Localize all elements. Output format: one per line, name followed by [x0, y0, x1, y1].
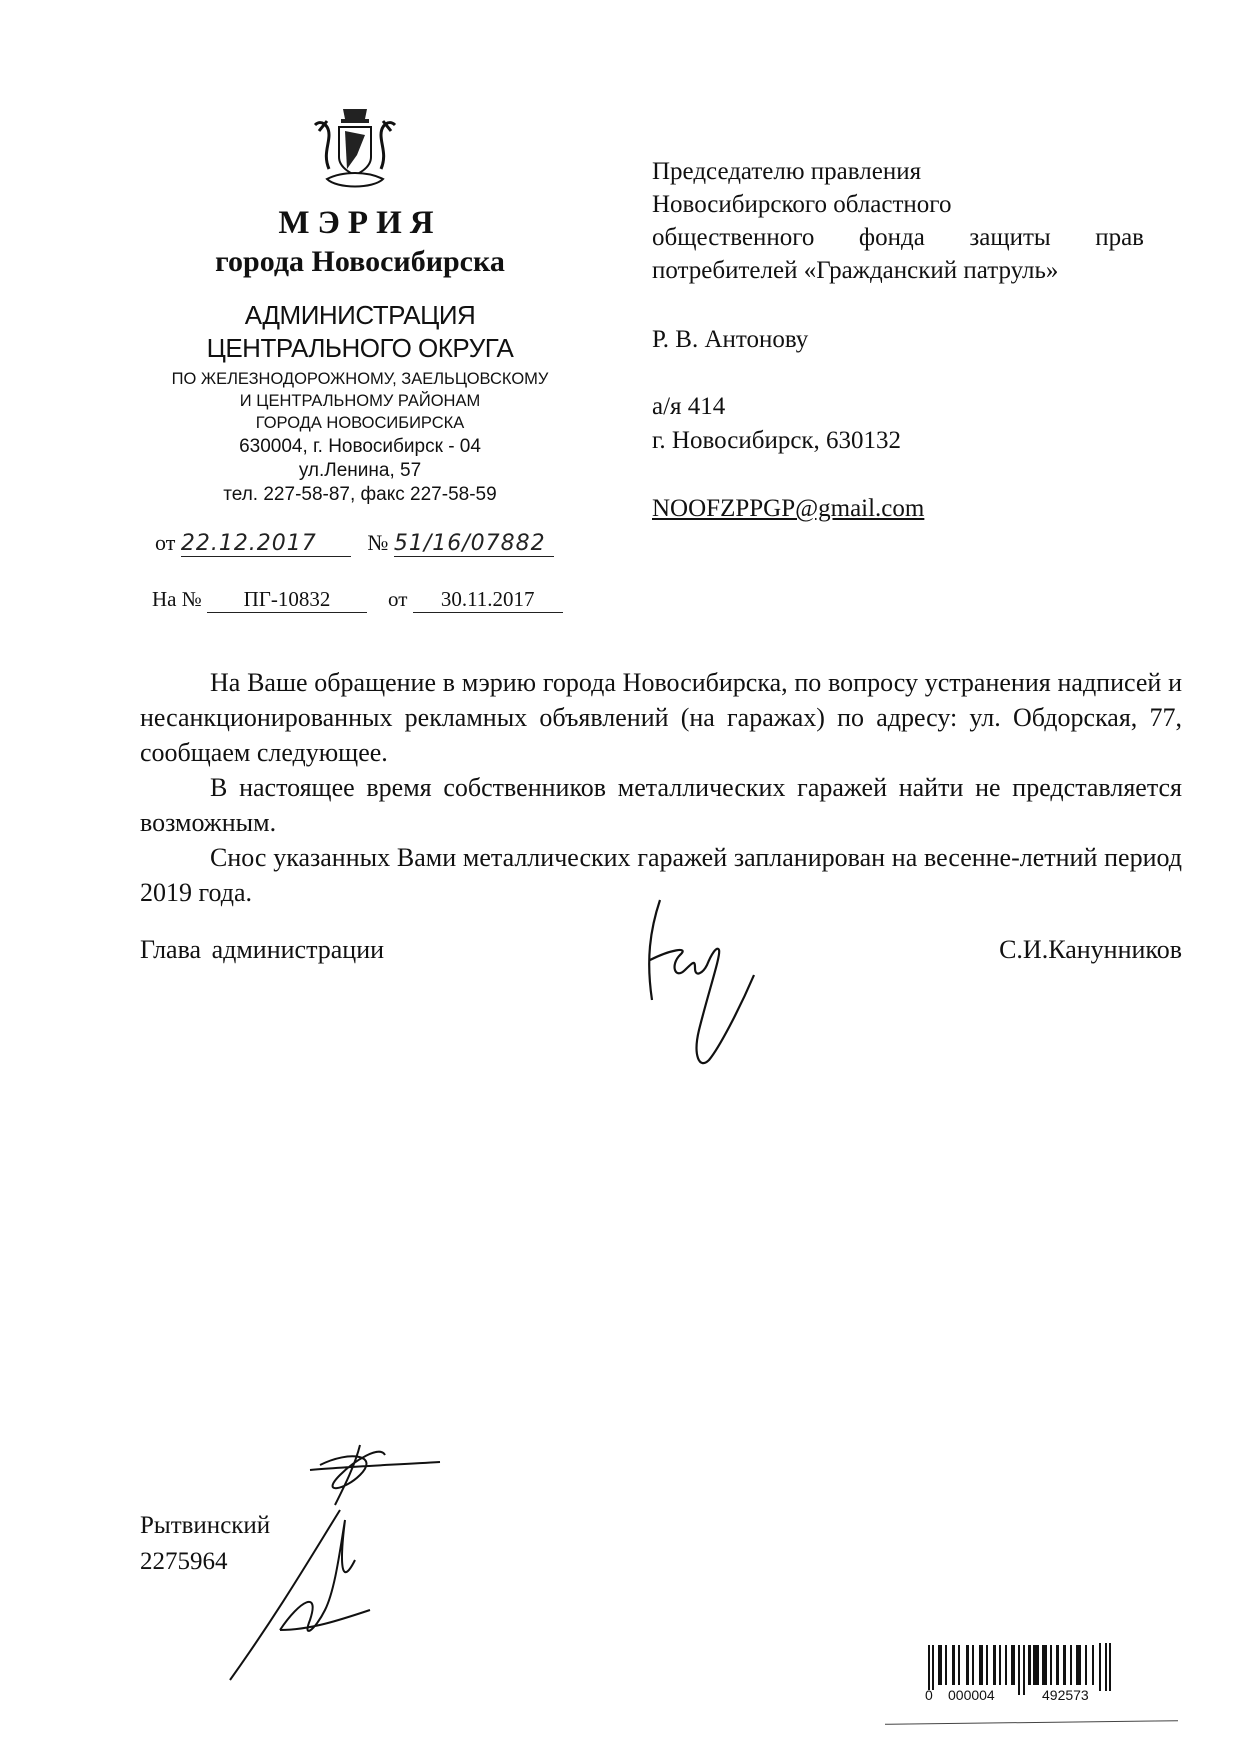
number-label: №: [367, 530, 389, 555]
barcode-digits-mid: 000004: [948, 1687, 995, 1703]
org-title: МЭРИЯ: [278, 205, 442, 241]
admin-line2: ЦЕНТРАЛЬНОГО ОКРУГА: [206, 333, 514, 363]
paragraph-1: На Ваше обращение в мэрию города Новосибирска, по вопросу устранения надписей и несанкционированных рекламных объявлений (на гаражах) по адресу: ул. Обдорская, 77, сообщаем следующее.: [140, 668, 1182, 767]
from-label: от: [155, 530, 176, 555]
paragraph-3: Снос указанных Вами металлических гаражей запланирован на весенне-летний период 2019 года.: [140, 843, 1182, 907]
bottom-rule: [885, 1720, 1178, 1725]
recipient-name: Р. В. Антонову: [652, 326, 809, 353]
phone-line: тел. 227-58-87, факс 227-58-59: [223, 484, 497, 505]
recipient-line4: потребителей «Гражданский патруль»: [652, 257, 1059, 284]
barcode-digits-right: 492573: [1042, 1687, 1089, 1703]
registration-row: [155, 530, 554, 557]
recipient-po-box: а/я 414: [652, 393, 726, 420]
ref-date: 30.11.2017: [413, 587, 563, 613]
recipient-line2: Новосибирского областного: [652, 191, 952, 218]
recipient-line1: Председателю правления: [652, 158, 922, 185]
executor-signature: [220, 1430, 470, 1700]
paragraph-2: В настоящее время собственников металлических гаражей найти не представляется возможным.: [140, 773, 1182, 837]
district-line1: ПО ЖЕЛЕЗНОДОРОЖНОМУ, ЗАЕЛЬЦОВСКОМУ: [171, 370, 549, 388]
ref-number: ПГ-10832: [207, 587, 367, 613]
handwritten-date: 22.12.2017: [181, 531, 351, 557]
head-signature: [620, 890, 780, 1090]
signatory-position: Глава администрации: [140, 935, 385, 964]
ref-from-label: от: [388, 587, 408, 611]
barcode-digits-left: 0: [925, 1687, 933, 1703]
recipient-city: г. Новосибирск, 630132: [652, 427, 902, 454]
address-line1: 630004, г. Новосибирск - 04: [239, 436, 481, 457]
signatory-name: С.И.Канунников: [999, 935, 1182, 964]
org-city: города Новосибирска: [215, 245, 505, 278]
recipient-line3: общественного фонда защиты прав: [652, 224, 1144, 251]
reference-row: [152, 587, 563, 613]
district-line3: ГОРОДА НОВОСИБИРСКА: [255, 414, 465, 432]
executor-phone: 2275964: [140, 1548, 228, 1575]
recipient-email[interactable]: NOOFZPPGP@gmail.com: [652, 495, 925, 522]
district-line2: И ЦЕНТРАЛЬНОМУ РАЙОНАМ: [239, 392, 481, 410]
letter-body: [140, 665, 1182, 910]
ref-label: На №: [152, 587, 202, 611]
address-line2: ул.Ленина, 57: [298, 460, 422, 481]
coat-of-arms-logo: [305, 105, 405, 195]
admin-line1: АДМИНИСТРАЦИЯ: [244, 300, 476, 330]
executor-name: Рытвинский: [140, 1512, 271, 1539]
handwritten-number: 51/16/07882: [394, 531, 554, 557]
